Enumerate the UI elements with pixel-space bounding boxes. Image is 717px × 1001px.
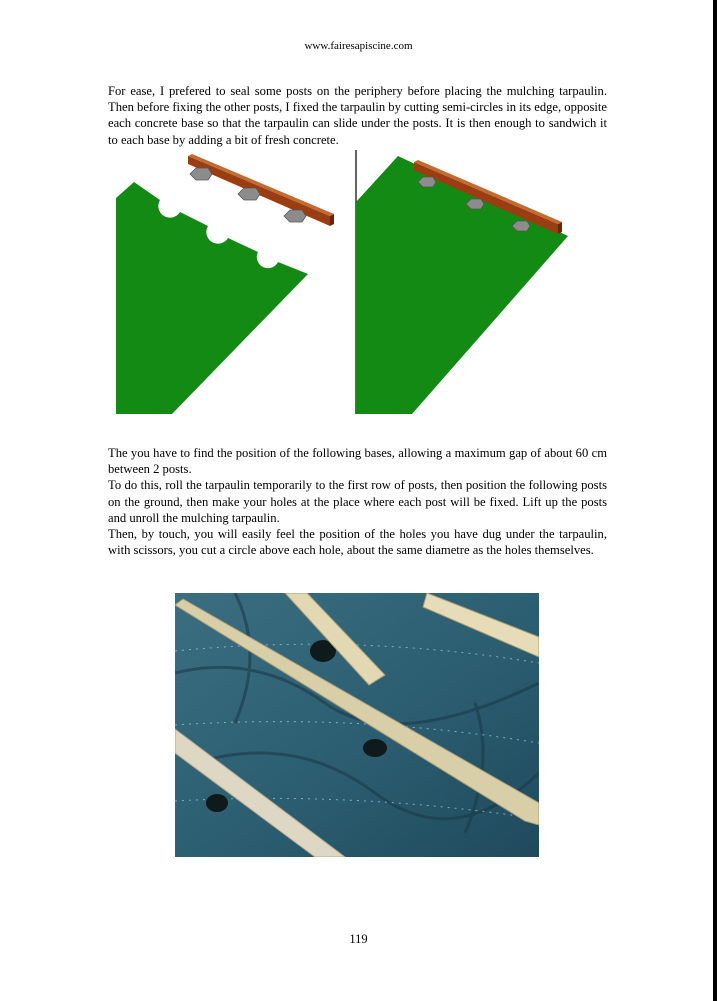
tarpaulin-under-bases bbox=[356, 156, 568, 414]
page-header-site: www.fairesapiscine.com bbox=[304, 40, 413, 52]
paragraph-intro: For ease, I prefered to seal some posts on the periphery before placing the mulching tarpaulin. Then before fixing the other posts, I fixed the tarpaulin by cutting semi-circles in its edge, opposite each concrete base so that the tarpaulin can slide under the posts. It is then enough to sandwich it to each base by adding a bit of fresh concrete. bbox=[108, 84, 607, 147]
paragraph-roll: To do this, roll the tarpaulin temporarily to the first row of posts, then position the following posts on the ground, then make your holes at the place where each post will be fixed. Lift up the posts and unroll the mulching tarpaulin. bbox=[108, 478, 607, 525]
beam-with-bases-left bbox=[188, 154, 334, 226]
tarpaulin-cutting-diagram bbox=[108, 148, 578, 414]
paragraph-bases: The you have to find the position of the following bases, allowing a maximum gap of about 60 cm between 2 posts. bbox=[108, 446, 607, 477]
page-number: 119 bbox=[349, 932, 368, 946]
instructions-block bbox=[108, 445, 607, 558]
tarpaulin-with-cutouts bbox=[116, 182, 308, 414]
paragraph-touch: Then, by touch, you will easily feel the position of the holes you have dug under the tarpaulin, with scissors, you cut a circle above each hole, about the same diametre as the holes themselves. bbox=[108, 527, 607, 558]
page-right-edge bbox=[713, 0, 717, 1001]
photo-posts-on-tarpaulin bbox=[175, 593, 539, 857]
